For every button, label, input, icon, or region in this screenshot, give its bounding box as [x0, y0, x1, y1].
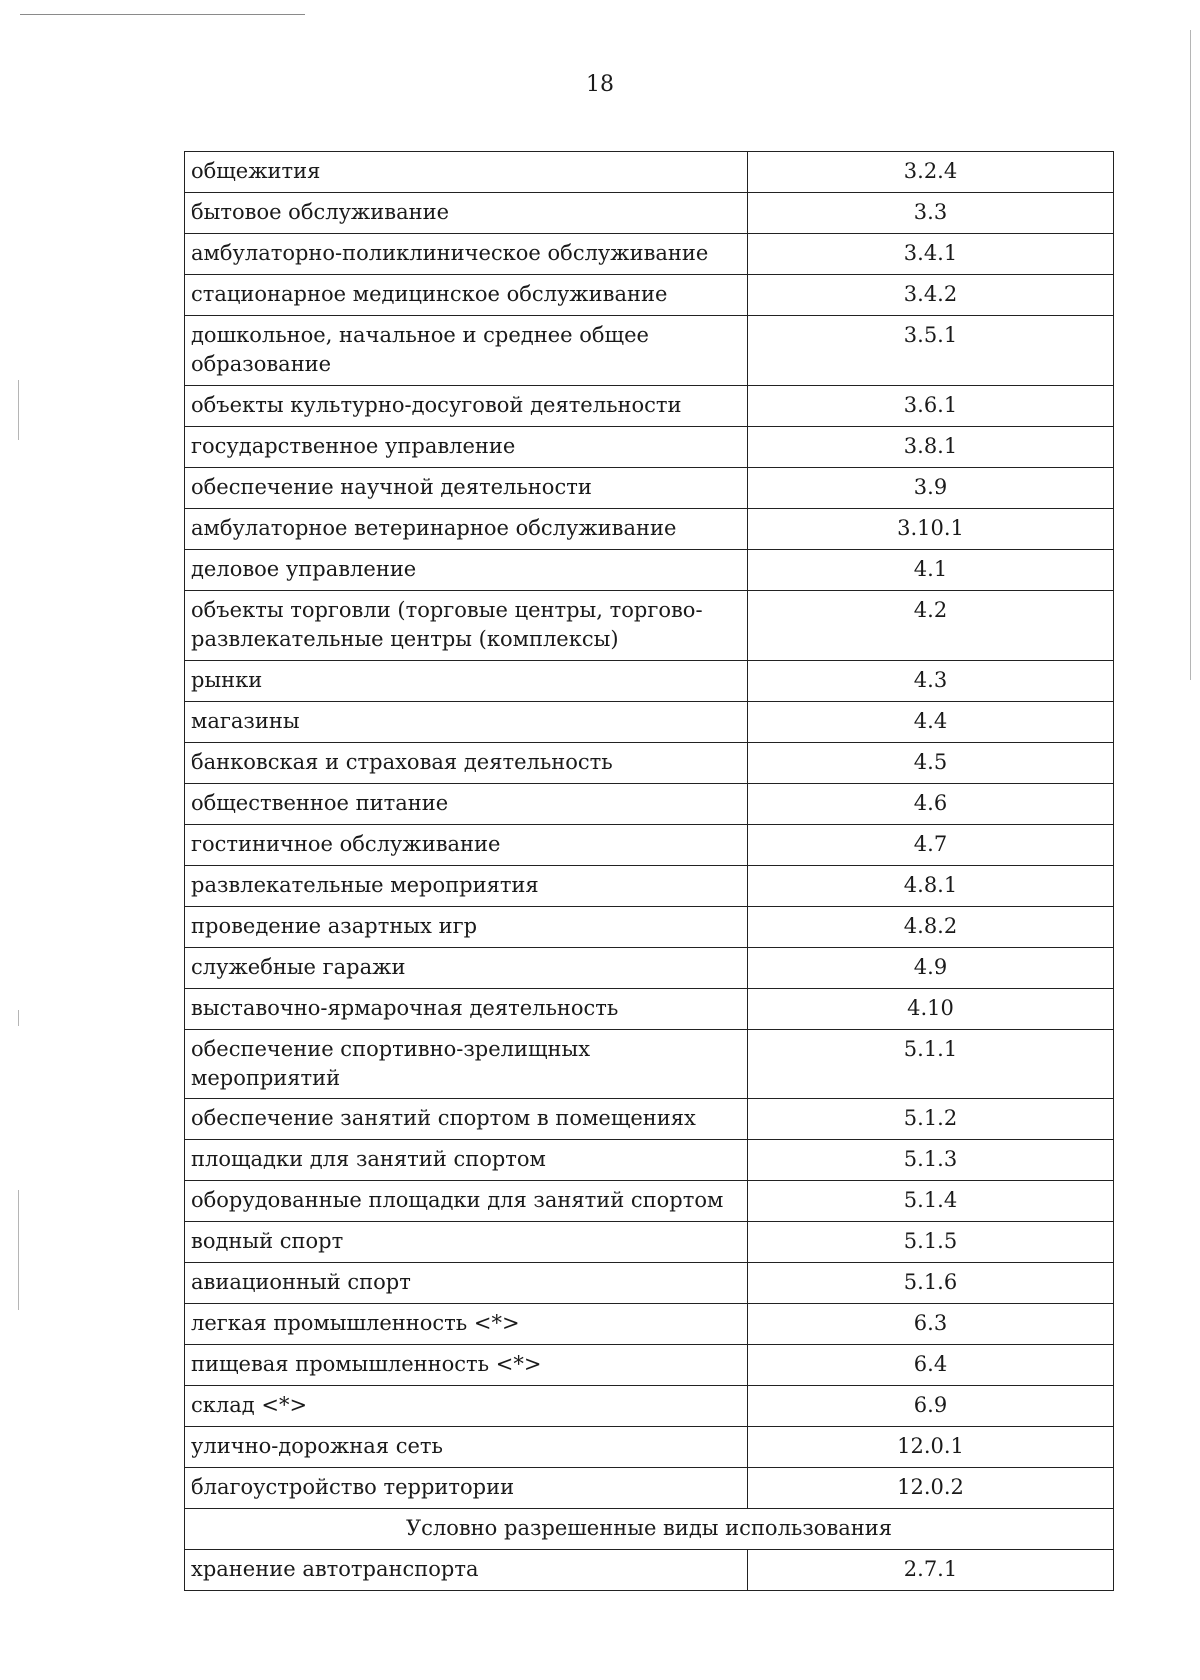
- use-type-name: склад <*>: [185, 1386, 748, 1427]
- top-rule: [20, 14, 305, 15]
- use-type-code: 5.1.6: [748, 1263, 1114, 1304]
- use-type-name: проведение азартных игр: [185, 907, 748, 948]
- table-row: [185, 1140, 1114, 1181]
- use-type-code: 5.1.1: [748, 1030, 1114, 1099]
- use-type-code: 4.1: [748, 550, 1114, 591]
- table-row: [185, 1304, 1114, 1345]
- use-type-name: благоустройство территории: [185, 1468, 748, 1509]
- section-heading: Условно разрешенные виды использования: [185, 1509, 1114, 1550]
- use-type-name: обеспечение научной деятельности: [185, 468, 748, 509]
- use-type-code: 3.6.1: [748, 386, 1114, 427]
- use-type-code: 3.2.4: [748, 152, 1114, 193]
- use-type-name: бытовое обслуживание: [185, 193, 748, 234]
- use-type-name: общежития: [185, 152, 748, 193]
- use-type-code: 4.9: [748, 948, 1114, 989]
- use-type-name: гостиничное обслуживание: [185, 825, 748, 866]
- table-row: [185, 907, 1114, 948]
- use-type-name: объекты торговли (торговые центры, торгово-развлекательные центры (комплексы): [185, 591, 748, 661]
- use-type-name: обеспечение спортивно-зрелищных мероприятий: [185, 1030, 748, 1099]
- scan-margin-mark: [18, 1190, 19, 1310]
- use-type-name: водный спорт: [185, 1222, 748, 1263]
- table-row: [185, 468, 1114, 509]
- use-type-name: рынки: [185, 661, 748, 702]
- table-row: [185, 550, 1114, 591]
- use-type-code: 5.1.2: [748, 1099, 1114, 1140]
- table-row: [185, 1468, 1114, 1509]
- table-row: [185, 1263, 1114, 1304]
- use-type-code: 4.2: [748, 591, 1114, 661]
- use-type-code: 5.1.4: [748, 1181, 1114, 1222]
- table-row: [185, 702, 1114, 743]
- scan-margin-mark: [18, 380, 19, 440]
- use-type-name: общественное питание: [185, 784, 748, 825]
- scan-margin-mark: [1190, 30, 1191, 680]
- use-type-name: государственное управление: [185, 427, 748, 468]
- use-type-code: 5.1.3: [748, 1140, 1114, 1181]
- table-row: [185, 1386, 1114, 1427]
- use-type-code: 3.4.1: [748, 234, 1114, 275]
- use-type-name: площадки для занятий спортом: [185, 1140, 748, 1181]
- table-row: [185, 427, 1114, 468]
- use-type-code: 3.8.1: [748, 427, 1114, 468]
- table-row: [185, 509, 1114, 550]
- use-type-code: 4.7: [748, 825, 1114, 866]
- table-row: [185, 1030, 1114, 1099]
- use-type-code: 3.4.2: [748, 275, 1114, 316]
- page-number: 18: [586, 72, 614, 97]
- use-type-code: 3.3: [748, 193, 1114, 234]
- use-type-code: 6.4: [748, 1345, 1114, 1386]
- use-type-code: 4.6: [748, 784, 1114, 825]
- use-type-code: 3.10.1: [748, 509, 1114, 550]
- use-type-code: 4.10: [748, 989, 1114, 1030]
- table-row: [185, 784, 1114, 825]
- use-type-code: 4.5: [748, 743, 1114, 784]
- use-type-name: улично-дорожная сеть: [185, 1427, 748, 1468]
- scan-margin-mark: [18, 1010, 19, 1026]
- table-body: [185, 152, 1114, 1591]
- use-type-name: банковская и страховая деятельность: [185, 743, 748, 784]
- use-type-name: авиационный спорт: [185, 1263, 748, 1304]
- section-heading-row: [185, 1509, 1114, 1550]
- use-type-name: обеспечение занятий спортом в помещениях: [185, 1099, 748, 1140]
- use-type-name: легкая промышленность <*>: [185, 1304, 748, 1345]
- use-type-code: 2.7.1: [748, 1550, 1114, 1591]
- use-type-name: выставочно-ярмарочная деятельность: [185, 989, 748, 1030]
- table-row: [185, 275, 1114, 316]
- use-type-name: служебные гаражи: [185, 948, 748, 989]
- use-type-name: амбулаторно-поликлиническое обслуживание: [185, 234, 748, 275]
- use-type-code: 6.9: [748, 1386, 1114, 1427]
- table-row: [185, 825, 1114, 866]
- land-use-table: [184, 151, 1114, 1591]
- use-type-code: 4.3: [748, 661, 1114, 702]
- use-type-code: 4.4: [748, 702, 1114, 743]
- use-type-name: пищевая промышленность <*>: [185, 1345, 748, 1386]
- table-row: [185, 1427, 1114, 1468]
- use-type-name: развлекательные мероприятия: [185, 866, 748, 907]
- use-type-name: амбулаторное ветеринарное обслуживание: [185, 509, 748, 550]
- use-type-name: деловое управление: [185, 550, 748, 591]
- table-row: [185, 661, 1114, 702]
- table-row: [185, 591, 1114, 661]
- table-row: [185, 948, 1114, 989]
- table-row: [185, 1222, 1114, 1263]
- table-row: [185, 234, 1114, 275]
- table-row: [185, 866, 1114, 907]
- use-type-name: оборудованные площадки для занятий спортом: [185, 1181, 748, 1222]
- table-row: [185, 193, 1114, 234]
- table-row: [185, 316, 1114, 386]
- use-type-name: хранение автотранспорта: [185, 1550, 748, 1591]
- use-type-name: объекты культурно-досуговой деятельности: [185, 386, 748, 427]
- table-row: [185, 989, 1114, 1030]
- table-row: [185, 386, 1114, 427]
- table-row: [185, 1181, 1114, 1222]
- table-row: [185, 152, 1114, 193]
- use-type-code: 3.9: [748, 468, 1114, 509]
- use-type-name: дошкольное, начальное и среднее общее образование: [185, 316, 748, 386]
- use-type-name: магазины: [185, 702, 748, 743]
- use-type-code: 12.0.1: [748, 1427, 1114, 1468]
- use-type-code: 4.8.1: [748, 866, 1114, 907]
- use-type-code: 6.3: [748, 1304, 1114, 1345]
- table-row: [185, 1550, 1114, 1591]
- use-type-code: 12.0.2: [748, 1468, 1114, 1509]
- table-row: [185, 1345, 1114, 1386]
- use-type-code: 5.1.5: [748, 1222, 1114, 1263]
- use-type-name: стационарное медицинское обслуживание: [185, 275, 748, 316]
- table-row: [185, 743, 1114, 784]
- use-type-code: 4.8.2: [748, 907, 1114, 948]
- table-row: [185, 1099, 1114, 1140]
- use-type-code: 3.5.1: [748, 316, 1114, 386]
